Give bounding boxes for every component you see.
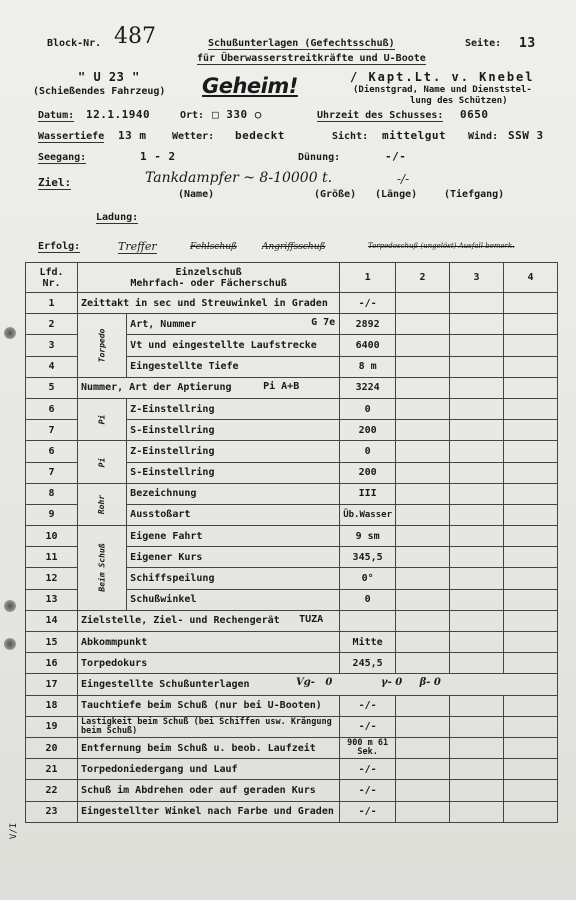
row-cell (450, 716, 504, 737)
row-cell (396, 398, 450, 419)
row-cell (450, 462, 504, 483)
secret-stamp: Geheim! (202, 74, 298, 98)
row-cell (450, 759, 504, 780)
row-number: 11 (26, 547, 78, 568)
table-row (26, 801, 558, 822)
row-description: Schußwinkel (127, 589, 340, 610)
row-description: Lastigkeit beim Schuß (bei Schiffen usw. Krängung beim Schuß) (78, 716, 340, 737)
result-label: Erfolg: (38, 241, 81, 252)
weather-label: Wetter: (172, 131, 215, 142)
table-row (26, 314, 558, 335)
row-cell (450, 293, 504, 314)
group-label-torpedo: Torpedo (78, 314, 127, 378)
row-cell (396, 504, 450, 525)
row-cell (504, 293, 558, 314)
row-value: 9 sm (340, 526, 396, 547)
row-extra: G 7e (311, 317, 336, 329)
shooter-name: / Kapt.Lt. v. Knebel (350, 70, 535, 84)
col-header-3: 3 (450, 263, 504, 293)
table-row (26, 780, 558, 801)
row-description: Z-Einstellring (127, 398, 340, 419)
row-cell (396, 335, 450, 356)
time-label: Uhrzeit des Schusses: (317, 110, 444, 121)
row-cell (396, 716, 450, 737)
row-number: 18 (26, 695, 78, 716)
row-description: Zielstelle, Ziel- und Rechengerät TUZA (78, 610, 340, 631)
target-length-dash: -/- (397, 172, 410, 186)
row-cell (450, 568, 504, 589)
row-number: 19 (26, 716, 78, 737)
table-row (26, 695, 558, 716)
table-row (26, 716, 558, 737)
row-description: Eigene Fahrt (127, 526, 340, 547)
col-header-nr: Lfd. Nr. (26, 263, 78, 293)
date-value: 12.1.1940 (86, 108, 151, 121)
row-cell (450, 314, 504, 335)
page-label: Seite: (465, 38, 502, 49)
row-value: 8 m (340, 356, 396, 377)
visibility-value: mittelgut (382, 129, 447, 142)
row-cell (450, 504, 504, 525)
row-number: 8 (26, 483, 78, 504)
row-value: 3224 (340, 377, 396, 398)
row-cell (504, 526, 558, 547)
row-cell (396, 377, 450, 398)
row-description: Eingestellter Winkel nach Farbe und Graden (78, 801, 340, 822)
row-value: -/- (340, 695, 396, 716)
row-cell (396, 801, 450, 822)
row-description: Schiffspeilung (127, 568, 340, 589)
row-value: 0 (340, 441, 396, 462)
cargo-label: Ladung: (96, 212, 139, 223)
row-number: 20 (26, 737, 78, 758)
row-extra: Pi A+B (263, 380, 300, 392)
wind-label: Wind: (468, 131, 499, 142)
row-cell (504, 483, 558, 504)
row-value (340, 610, 396, 631)
row-number: 15 (26, 632, 78, 653)
table-row (26, 441, 558, 462)
row-cell (450, 801, 504, 822)
table-row (26, 377, 558, 398)
block-label: Block-Nr. (47, 38, 102, 49)
row-cell (504, 462, 558, 483)
row-number: 2 (26, 314, 78, 335)
row-value: 0° (340, 568, 396, 589)
row-extra: Vg- 0 γ- 0 β- 0 (296, 677, 441, 689)
row-number: 7 (26, 462, 78, 483)
row-cell (504, 547, 558, 568)
row-number: 23 (26, 801, 78, 822)
table-row (26, 737, 558, 758)
row-cell (450, 526, 504, 547)
sea-label: Seegang: (38, 152, 87, 163)
result-option-attack: Angriffsschuß (262, 242, 326, 252)
row-value: -/- (340, 759, 396, 780)
row-cell (396, 568, 450, 589)
row-description: Nummer, Art der Aptierung Pi A+B (78, 377, 340, 398)
row-cell (504, 610, 558, 631)
col-header-1: 1 (340, 263, 396, 293)
row-cell (450, 420, 504, 441)
row-number: 6 (26, 441, 78, 462)
row-value: Üb.Wasser (340, 504, 396, 525)
time-value: 0650 (460, 108, 489, 121)
sea-value: 1 - 2 (140, 150, 176, 163)
row-value: Mitte (340, 632, 396, 653)
punch-hole-icon (4, 638, 16, 650)
row-cell (450, 632, 504, 653)
row-description: Bezeichnung (127, 483, 340, 504)
vessel-caption: (Schießendes Fahrzeug) (33, 86, 166, 97)
row-cell (504, 716, 558, 737)
row-number: 14 (26, 610, 78, 631)
row-cell (396, 526, 450, 547)
target-value: Tankdampfer ~ 8-10000 t. (145, 170, 333, 186)
row-description: Tauchtiefe beim Schuß (nur bei U-Booten) (78, 695, 340, 716)
row-cell (450, 377, 504, 398)
row-value: -/- (340, 801, 396, 822)
row-value: 245,5 (340, 653, 396, 674)
wind-value: SSW 3 (508, 129, 544, 142)
row-cell (396, 780, 450, 801)
target-label: Ziel: (38, 176, 72, 189)
weather-value: bedeckt (235, 129, 285, 142)
row-description: Art, Nummer G 7e (127, 314, 340, 335)
col-header-2: 2 (396, 263, 450, 293)
row-value: 200 (340, 462, 396, 483)
place-label: Ort: (180, 110, 205, 121)
row-value: 345,5 (340, 547, 396, 568)
row-extra: TUZA (299, 613, 324, 625)
shooter-caption-1: (Dienstgrad, Name und Dienststel- (353, 85, 532, 95)
row-cell (396, 293, 450, 314)
row-cell (504, 780, 558, 801)
row-number: 21 (26, 759, 78, 780)
row-number: 4 (26, 356, 78, 377)
row-description: Ausstoßart (127, 504, 340, 525)
row-number: 17 (26, 674, 78, 695)
row-description: Torpedoniedergang und Lauf (78, 759, 340, 780)
row-cell (396, 737, 450, 758)
swell-label: Dünung: (298, 152, 341, 163)
row-cell (396, 356, 450, 377)
table-row (26, 610, 558, 631)
form-title: Schußunterlagen (Gefechtsschuß) (208, 38, 395, 49)
row-description: Abkommpunkt (78, 632, 340, 653)
row-cell (504, 314, 558, 335)
row-cell (396, 610, 450, 631)
row-cell (396, 632, 450, 653)
row-value: 2892 (340, 314, 396, 335)
target-draft-caption: (Tiefgang) (444, 189, 505, 200)
result-option-torpedo: Torpedoschuß (ungelöst) Ausfall bemerk. (368, 242, 515, 250)
row-cell (504, 377, 558, 398)
row-cell (504, 420, 558, 441)
row-description: Vt und eingestellte Laufstrecke (127, 335, 340, 356)
row-number: 22 (26, 780, 78, 801)
place-value: □ 330 ○ (212, 108, 262, 121)
shooter-caption-2: lung des Schützen) (410, 96, 508, 106)
row-cell (396, 314, 450, 335)
row-number: 3 (26, 335, 78, 356)
col-header-single: Einzelschuß (175, 266, 242, 278)
row-description: Eigener Kurs (127, 547, 340, 568)
row-cell (504, 737, 558, 758)
row-description: S-Einstellring (127, 420, 340, 441)
row-number: 9 (26, 504, 78, 525)
row-cell (504, 653, 558, 674)
row-number: 16 (26, 653, 78, 674)
row-cell (450, 589, 504, 610)
row-cell (504, 441, 558, 462)
table-row (26, 483, 558, 504)
group-label-rohr: Rohr (78, 483, 127, 525)
row-description: Z-Einstellring (127, 441, 340, 462)
table-row (26, 526, 558, 547)
col-header-multi: Mehrfach- oder Fächerschuß (130, 277, 287, 289)
row-description: S-Einstellring (127, 462, 340, 483)
row-cell (450, 610, 504, 631)
table-row (26, 759, 558, 780)
visibility-label: Sicht: (332, 131, 369, 142)
row-cell (504, 356, 558, 377)
row-number: 5 (26, 377, 78, 398)
row-description: Eingestellte Schußunterlagen Vg- 0 γ- 0 β- 0 (78, 674, 558, 695)
row-cell (504, 632, 558, 653)
row-cell (450, 483, 504, 504)
row-value: 0 (340, 398, 396, 419)
row-cell (396, 589, 450, 610)
row-cell (504, 589, 558, 610)
group-label-pi: Pi (78, 398, 127, 440)
margin-note: V/I (9, 822, 20, 840)
target-name-caption: (Name) (178, 189, 215, 200)
row-number: 13 (26, 589, 78, 610)
row-cell (396, 441, 450, 462)
row-cell (504, 568, 558, 589)
target-length-caption: (Länge) (375, 189, 418, 200)
group-label-beim-schuss: Beim Schuß (78, 526, 127, 611)
col-header-4: 4 (504, 263, 558, 293)
row-value: III (340, 483, 396, 504)
row-cell (396, 653, 450, 674)
target-size-caption: (Größe) (314, 189, 357, 200)
row-number: 7 (26, 420, 78, 441)
result-option-miss: Fehlschuß (190, 242, 238, 252)
row-cell (396, 462, 450, 483)
row-cell (504, 398, 558, 419)
row-cell (450, 653, 504, 674)
result-value: Treffer (118, 240, 157, 253)
row-number: 10 (26, 526, 78, 547)
depth-value: 13 m (118, 129, 147, 142)
vessel-name: " U 23 " (78, 70, 140, 84)
row-cell (396, 420, 450, 441)
punch-hole-icon (4, 600, 16, 612)
row-value: -/- (340, 716, 396, 737)
table-row (26, 674, 558, 695)
row-number: 1 (26, 293, 78, 314)
row-cell (450, 441, 504, 462)
row-value: -/- (340, 293, 396, 314)
row-cell (396, 759, 450, 780)
row-description: Schuß im Abdrehen oder auf geraden Kurs (78, 780, 340, 801)
table-row (26, 398, 558, 419)
block-number: 487 (114, 24, 156, 49)
row-cell (504, 801, 558, 822)
row-cell (450, 780, 504, 801)
row-cell (450, 335, 504, 356)
row-description: Torpedokurs (78, 653, 340, 674)
row-cell (396, 483, 450, 504)
row-cell (450, 695, 504, 716)
table-header-row (26, 263, 558, 293)
row-value: 6400 (340, 335, 396, 356)
form-subtitle: für Überwasserstreitkräfte und U-Boote (197, 53, 426, 64)
row-value: 0 (340, 589, 396, 610)
row-description: Entfernung beim Schuß u. beob. Laufzeit (78, 737, 340, 758)
row-value: 200 (340, 420, 396, 441)
table-row (26, 293, 558, 314)
depth-label: Wassertiefe (38, 131, 105, 142)
table-row (26, 653, 558, 674)
row-value: -/- (340, 780, 396, 801)
row-value: 900 m 61 Sek. (340, 737, 396, 758)
row-cell (504, 695, 558, 716)
table-row (26, 632, 558, 653)
row-number: 12 (26, 568, 78, 589)
shot-data-table (25, 262, 558, 823)
row-number: 6 (26, 398, 78, 419)
row-cell (450, 398, 504, 419)
row-cell (450, 356, 504, 377)
row-cell (450, 737, 504, 758)
row-cell (450, 547, 504, 568)
page-number: 13 (519, 36, 536, 51)
swell-value: -/- (385, 150, 407, 163)
group-label-pi: Pi (78, 441, 127, 483)
row-description: Eingestellte Tiefe (127, 356, 340, 377)
date-label: Datum: (38, 110, 75, 121)
row-cell (396, 547, 450, 568)
row-cell (504, 335, 558, 356)
row-cell (396, 695, 450, 716)
row-cell (504, 504, 558, 525)
row-description: Zeittakt in sec und Streuwinkel in Graden (78, 293, 340, 314)
row-cell (504, 759, 558, 780)
punch-hole-icon (4, 327, 16, 339)
col-header-desc (78, 263, 340, 293)
